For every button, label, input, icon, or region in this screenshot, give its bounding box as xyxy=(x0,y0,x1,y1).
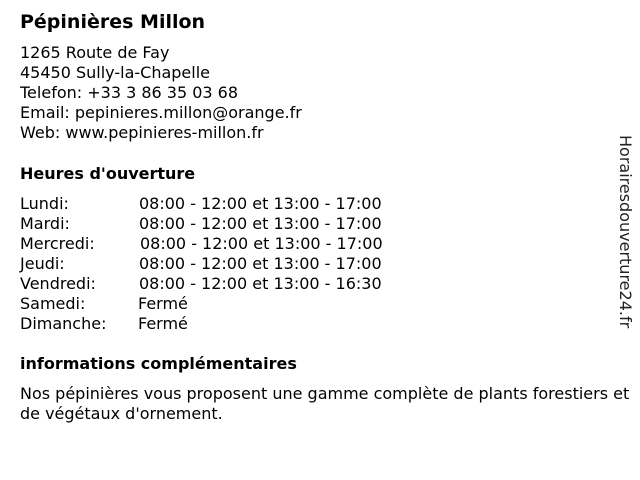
info-heading: informations complémentaires xyxy=(20,354,297,373)
time-value: 08:00 - 12:00 et 13:00 - 17:00 xyxy=(139,194,382,213)
day-label: Vendredi: xyxy=(20,274,96,293)
time-value: 08:00 - 12:00 et 13:00 - 16:30 xyxy=(139,274,382,293)
time-value: Fermé xyxy=(138,294,188,313)
address-city: 45450 Sully-la-Chapelle xyxy=(20,63,211,82)
day-label: Lundi: xyxy=(20,194,69,213)
day-label: Dimanche: xyxy=(20,314,107,333)
day-label: Mercredi: xyxy=(20,234,95,253)
time-value: 08:00 - 12:00 et 13:00 - 17:00 xyxy=(140,234,383,253)
day-label: Mardi: xyxy=(20,214,70,233)
phone-number: Telefon: +33 3 86 35 03 68 xyxy=(20,83,239,102)
time-value: Fermé xyxy=(138,314,188,333)
watermark-text: Horairesdouverture24.fr xyxy=(616,135,635,329)
address-street: 1265 Route de Fay xyxy=(20,43,170,62)
business-name: Pépinières Millon xyxy=(20,11,206,33)
hours-heading: Heures d'ouverture xyxy=(20,164,196,183)
day-label: Samedi: xyxy=(20,294,86,313)
info-description: Nos pépinières vous proposent une gamme complète de plants forestiers et de végétaux d'ornement. xyxy=(20,384,630,423)
day-label: Jeudi: xyxy=(20,254,65,273)
email-address: Email: pepinieres.millon@orange.fr xyxy=(20,103,302,122)
website-url: Web: www.pepinieres-millon.fr xyxy=(20,123,264,142)
time-value: 08:00 - 12:00 et 13:00 - 17:00 xyxy=(139,214,382,233)
time-value: 08:00 - 12:00 et 13:00 - 17:00 xyxy=(139,254,382,273)
contact-details xyxy=(20,43,302,143)
